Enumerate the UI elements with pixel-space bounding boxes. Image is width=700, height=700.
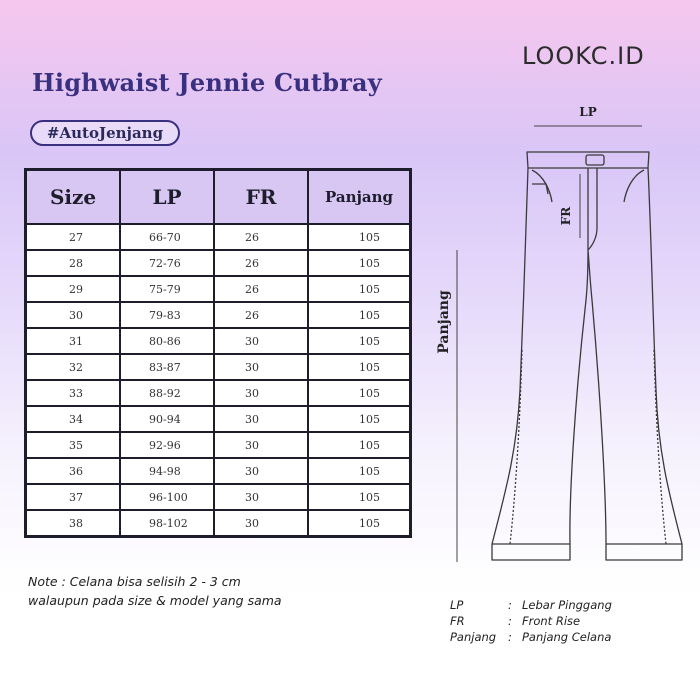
- fr-cell: 26: [214, 276, 308, 302]
- fr-cell: 30: [214, 510, 308, 536]
- size-cell: 34: [26, 406, 120, 432]
- diagram-lp-label: LP: [579, 105, 597, 119]
- size-chart-table: [24, 168, 412, 538]
- fr-cell: 30: [214, 458, 308, 484]
- table-row: [26, 510, 410, 536]
- table-row: [26, 380, 410, 406]
- size-cell: 28: [26, 250, 120, 276]
- header-panjang: Panjang: [308, 170, 410, 224]
- panjang-cell: 105: [308, 328, 410, 354]
- note-text: [28, 572, 282, 610]
- size-cell: 38: [26, 510, 120, 536]
- fr-cell: 30: [214, 432, 308, 458]
- table-row: [26, 224, 410, 250]
- fr-cell: 30: [214, 484, 308, 510]
- lp-cell: 94-98: [120, 458, 214, 484]
- hashtag-badge: #AutoJenjang: [30, 120, 180, 146]
- table-row: [26, 432, 410, 458]
- fr-cell: 26: [214, 224, 308, 250]
- panjang-cell: 105: [308, 406, 410, 432]
- fr-cell: 30: [214, 328, 308, 354]
- lp-cell: 75-79: [120, 276, 214, 302]
- panjang-cell: 105: [308, 458, 410, 484]
- table-row: [26, 328, 410, 354]
- lp-cell: 80-86: [120, 328, 214, 354]
- note-line-2: walaupun pada size & model yang sama: [28, 593, 282, 608]
- note-line-1: Note : Celana bisa selisih 2 - 3 cm: [28, 574, 241, 589]
- table-row: [26, 302, 410, 328]
- panjang-cell: 105: [308, 224, 410, 250]
- table-row: [26, 458, 410, 484]
- lp-cell: 72-76: [120, 250, 214, 276]
- size-cell: 33: [26, 380, 120, 406]
- table-row: [26, 354, 410, 380]
- lp-cell: 79-83: [120, 302, 214, 328]
- fr-cell: 30: [214, 380, 308, 406]
- lp-cell: 96-100: [120, 484, 214, 510]
- diagram-fr-label: FR: [559, 206, 573, 226]
- brand-logo: LOOKC.ID: [522, 42, 645, 70]
- panjang-cell: 105: [308, 354, 410, 380]
- table-header-row: [26, 170, 410, 224]
- panjang-cell: 105: [308, 484, 410, 510]
- size-cell: 31: [26, 328, 120, 354]
- legend-item-lp: LP : Lebar Pinggang: [450, 598, 612, 612]
- panjang-cell: 105: [308, 250, 410, 276]
- fr-cell: 26: [214, 302, 308, 328]
- table-row: [26, 250, 410, 276]
- panjang-cell: 105: [308, 276, 410, 302]
- size-cell: 35: [26, 432, 120, 458]
- pants-outline: [492, 152, 682, 560]
- lp-cell: 88-92: [120, 380, 214, 406]
- panjang-cell: 105: [308, 302, 410, 328]
- lp-cell: 98-102: [120, 510, 214, 536]
- header-size: Size: [26, 170, 120, 224]
- table-row: [26, 406, 410, 432]
- legend: [450, 597, 612, 645]
- size-cell: 36: [26, 458, 120, 484]
- lp-cell: 66-70: [120, 224, 214, 250]
- panjang-cell: 105: [308, 510, 410, 536]
- legend-item-panjang: Panjang : Panjang Celana: [450, 630, 612, 644]
- diagram-panjang-label: Panjang: [436, 290, 452, 354]
- panjang-cell: 105: [308, 432, 410, 458]
- page-title: Highwaist Jennie Cutbray: [32, 68, 382, 97]
- lp-cell: 92-96: [120, 432, 214, 458]
- table-row: [26, 484, 410, 510]
- size-cell: 27: [26, 224, 120, 250]
- panjang-cell: 105: [308, 380, 410, 406]
- fr-cell: 26: [214, 250, 308, 276]
- fr-cell: 30: [214, 406, 308, 432]
- table-row: [26, 276, 410, 302]
- header-fr: FR: [214, 170, 308, 224]
- size-cell: 37: [26, 484, 120, 510]
- lp-cell: 83-87: [120, 354, 214, 380]
- size-cell: 32: [26, 354, 120, 380]
- pants-diagram: [420, 90, 700, 590]
- size-cell: 30: [26, 302, 120, 328]
- header-lp: LP: [120, 170, 214, 224]
- size-cell: 29: [26, 276, 120, 302]
- legend-item-fr: FR : Front Rise: [450, 614, 581, 628]
- lp-cell: 90-94: [120, 406, 214, 432]
- fr-cell: 30: [214, 354, 308, 380]
